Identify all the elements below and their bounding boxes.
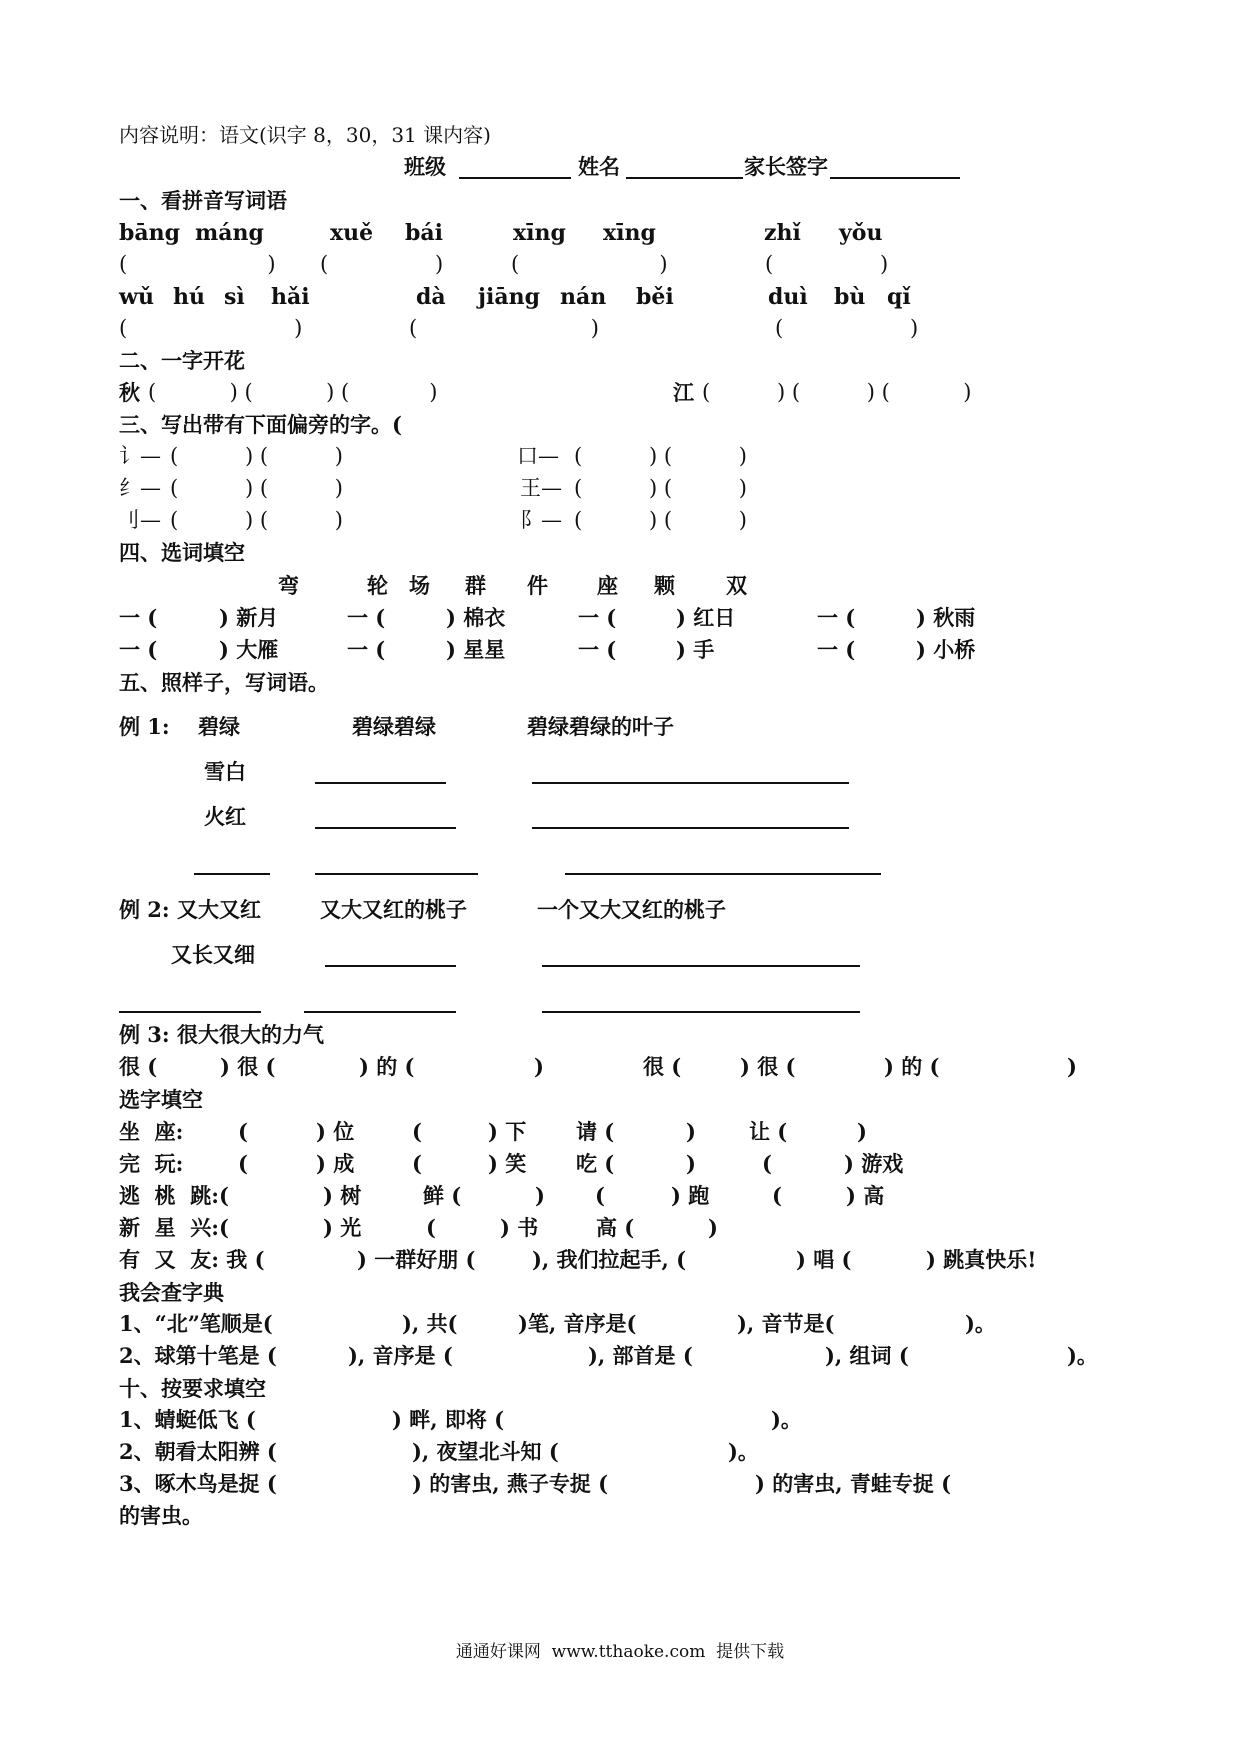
fill-text: ) 的害虫, 青蛙专捉 ( [755,1471,952,1496]
fill-text: ) 一群好朋 ( [357,1247,476,1272]
fill-text: ), 我们拉起手, ( [532,1247,687,1272]
pinyin: máng [195,220,264,246]
radical-label: 王— [520,476,562,500]
fill-text: ) [857,1119,867,1144]
fill-prefix: 一 ( [817,637,856,662]
answer-bracket[interactable]: ( ) [119,316,303,340]
answer-line[interactable] [304,1011,456,1013]
example-word: 又大又红的桃子 [320,897,467,922]
fill-text: ) 游戏 [844,1151,904,1176]
fill-text: 1、“北”笔顺是( [119,1311,273,1336]
answer-bracket[interactable]: ( ) ( ) [574,476,747,500]
word-option: 弯 [278,573,299,598]
word-option: 件 [527,573,548,598]
fill-prefix: 一 ( [119,637,158,662]
class-field[interactable] [459,177,571,179]
parent-signature-field[interactable] [830,177,960,179]
fill-text: 高 ( [596,1215,635,1240]
section6-title: 选字填空 [119,1087,203,1112]
fill-text: 很 ( [119,1054,158,1079]
section7-title: 我会查字典 [119,1280,224,1305]
answer-bracket[interactable]: ( ) ( ) [170,476,343,500]
fill-text: 请 ( [576,1119,615,1144]
fill-text: 3、啄木鸟是捉 ( [119,1471,277,1496]
fill-text: 吃 ( [576,1151,615,1176]
example-label: 例 1: [119,714,170,739]
fill-text: )。 [728,1439,759,1464]
word-option: 双 [726,573,747,598]
pinyin: wǔ [119,284,154,310]
fill-text: 2、朝看太阳辨 ( [119,1439,277,1464]
fill-text: ) 的害虫, 燕子专捉 ( [412,1471,609,1496]
answer-bracket[interactable]: ( ) [775,316,919,340]
word-option: 座 [597,573,618,598]
radical-label: 刂— [119,508,161,532]
fill-prefix: 一 ( [119,605,158,630]
parent-signature-label: 家长签字 [744,154,828,179]
word-option: 颗 [654,573,675,598]
answer-line[interactable] [194,873,270,875]
fill-text: ) [535,1183,545,1208]
fill-suffix: ) 红日 [676,605,736,630]
answer-bracket[interactable]: ( ) ( ) [574,444,747,468]
pinyin: xuě [330,220,374,246]
fill-prefix: 一 ( [347,605,386,630]
fill-suffix: ) 星星 [446,637,506,662]
fill-text: 鲜 ( [423,1183,462,1208]
answer-bracket[interactable]: ( ) [511,252,668,276]
fill-text: )。 [771,1407,802,1432]
flower-char: 江 [673,380,694,405]
radical-label: 纟— [119,476,161,500]
example-word: 碧绿碧绿 [352,714,436,739]
section2-title: 二、一字开花 [119,348,245,373]
task-word: 又长又细 [171,942,255,967]
pinyin: xīng [513,220,566,246]
fill-text: ) 书 [500,1215,539,1240]
answer-bracket[interactable]: ( ) [320,252,444,276]
pinyin: qǐ [887,284,911,310]
name-field[interactable] [626,177,743,179]
answer-bracket[interactable]: ( ) ( ) ( ) [702,380,972,404]
fill-text: ) 的 ( [884,1054,940,1079]
fill-text: ) 跑 [671,1183,710,1208]
fill-text: ) 畔, 即将 ( [392,1407,505,1432]
answer-line[interactable] [315,873,478,875]
pinyin: duì [768,284,808,310]
section4-title: 四、选词填空 [119,540,245,565]
answer-line[interactable] [532,782,849,784]
pinyin: bāng [119,220,181,246]
fill-text: ( [238,1119,248,1144]
pinyin: bù [834,284,866,310]
fill-text: )笔, 音序是( [518,1311,637,1336]
fill-text: ( [238,1151,248,1176]
example-label: 例 2: 又大又红 [119,897,261,922]
pinyin: bái [405,220,443,246]
pinyin: jiāng [478,284,540,310]
fill-text: ), 共( [402,1311,458,1336]
fill-suffix: ) 手 [676,637,715,662]
intro-text: 内容说明：语文(识字 8，30，31 课内容) [119,123,491,147]
section1-title: 一、看拼音写词语 [119,188,287,213]
example-word: 碧绿 [198,714,240,739]
answer-line[interactable] [119,1011,261,1013]
fill-text: ( [595,1183,605,1208]
fill-prefix: 一 ( [817,605,856,630]
fill-prefix: 一 ( [347,637,386,662]
fill-text: ( [426,1215,436,1240]
fill-suffix: ) 大雁 [219,637,279,662]
pinyin: sì [224,284,245,310]
pinyin: yǒu [839,220,883,246]
fill-suffix: ) 小桥 [916,637,976,662]
fill-text: ) 跳真快乐! [926,1247,1037,1272]
pinyin: zhǐ [764,220,801,246]
fill-text: )。 [1067,1343,1098,1368]
answer-bracket[interactable]: ( ) [119,252,276,276]
fill-text: ) 的 ( [359,1054,415,1079]
choice-chars: 有 又 友: 我 ( [119,1247,265,1272]
fill-text: ) 光 [323,1215,362,1240]
fill-text: ) [1067,1054,1077,1079]
fill-text: ) 高 [846,1183,885,1208]
fill-text: ), 音节是( [737,1311,835,1336]
answer-bracket[interactable]: ( ) ( ) ( ) [148,380,438,404]
example-label: 例 3: 很大很大的力气 [119,1022,324,1047]
fill-text: ) 成 [316,1151,355,1176]
fill-text: ( [762,1151,772,1176]
fill-text: 很 ( [643,1054,682,1079]
example-word: 一个又大又红的桃子 [537,897,726,922]
choice-chars: 坐 座: [119,1119,184,1144]
fill-text: ) [686,1151,696,1176]
fill-text: ), 部首是 ( [588,1343,693,1368]
fill-text: ) 很 ( [220,1054,276,1079]
flower-char: 秋 [119,380,140,405]
pinyin: hǎi [271,284,310,310]
answer-line[interactable] [542,1011,860,1013]
fill-prefix: 一 ( [578,637,617,662]
fill-text: 2、球第十笔是 ( [119,1343,277,1368]
radical-label: 讠— [119,444,161,468]
fill-text: ), 音序是 ( [348,1343,453,1368]
fill-text: ) 很 ( [740,1054,796,1079]
section5-title: 五、照样子，写词语。 [119,670,329,695]
section8-title: 十、按要求填空 [119,1376,266,1401]
answer-bracket[interactable]: ( ) [765,252,889,276]
fill-text: ( [412,1119,422,1144]
pinyin: hú [173,284,205,310]
fill-suffix: ) 新月 [219,605,279,630]
word-option: 群 [465,573,486,598]
answer-line[interactable] [315,827,456,829]
fill-text: ) 树 [323,1183,362,1208]
fill-text: 让 ( [749,1119,788,1144]
choice-chars: 新 星 兴:( [119,1215,229,1240]
task-word: 雪白 [204,759,246,784]
pinyin: dà [416,284,446,310]
fill-text: ) 下 [488,1119,527,1144]
choice-chars: 逃 桃 跳:( [119,1183,229,1208]
answer-line[interactable] [542,965,860,967]
answer-line[interactable] [532,827,849,829]
fill-suffix: ) 秋雨 [916,605,976,630]
answer-line[interactable] [565,873,881,875]
fill-suffix: ) 棉衣 [446,605,506,630]
section3-title: 三、写出带有下面偏旁的字。( [119,412,402,437]
word-option: 场 [409,573,430,598]
fill-text: ) [686,1119,696,1144]
fill-text: 的害虫。 [119,1503,203,1528]
fill-text: ) 位 [316,1119,355,1144]
answer-bracket[interactable]: ( ) ( ) [170,444,343,468]
fill-text: )。 [965,1311,996,1336]
fill-text: ), 组词 ( [825,1343,909,1368]
task-word: 火红 [204,804,246,829]
fill-text: 1、蜻蜓低飞 ( [119,1407,256,1432]
word-option: 轮 [367,573,388,598]
fill-text: ) [534,1054,544,1079]
footer-text: 通通好课网 www.tthaoke.com 提供下载 [455,1642,785,1662]
example-word: 碧绿碧绿的叶子 [527,714,674,739]
pinyin: xīng [603,220,656,246]
fill-text: ( [412,1151,422,1176]
name-label: 姓名 [578,154,620,179]
choice-chars: 完 玩: [119,1151,184,1176]
fill-text: ( [772,1183,782,1208]
fill-text: ), 夜望北斗知 ( [412,1439,559,1464]
answer-bracket[interactable]: ( ) ( ) [170,508,343,532]
pinyin: běi [636,284,674,310]
answer-line[interactable] [325,965,456,967]
answer-line[interactable] [315,782,446,784]
fill-prefix: 一 ( [578,605,617,630]
answer-bracket[interactable]: ( ) ( ) [574,508,747,532]
fill-text: ) 唱 ( [796,1247,852,1272]
radical-label: 口— [517,444,559,468]
class-label: 班级 [404,154,446,179]
pinyin: nán [560,284,607,310]
fill-text: ) 笑 [488,1151,527,1176]
answer-bracket[interactable]: ( ) [409,316,599,340]
radical-label: 阝— [520,508,562,532]
fill-text: ) [708,1215,718,1240]
